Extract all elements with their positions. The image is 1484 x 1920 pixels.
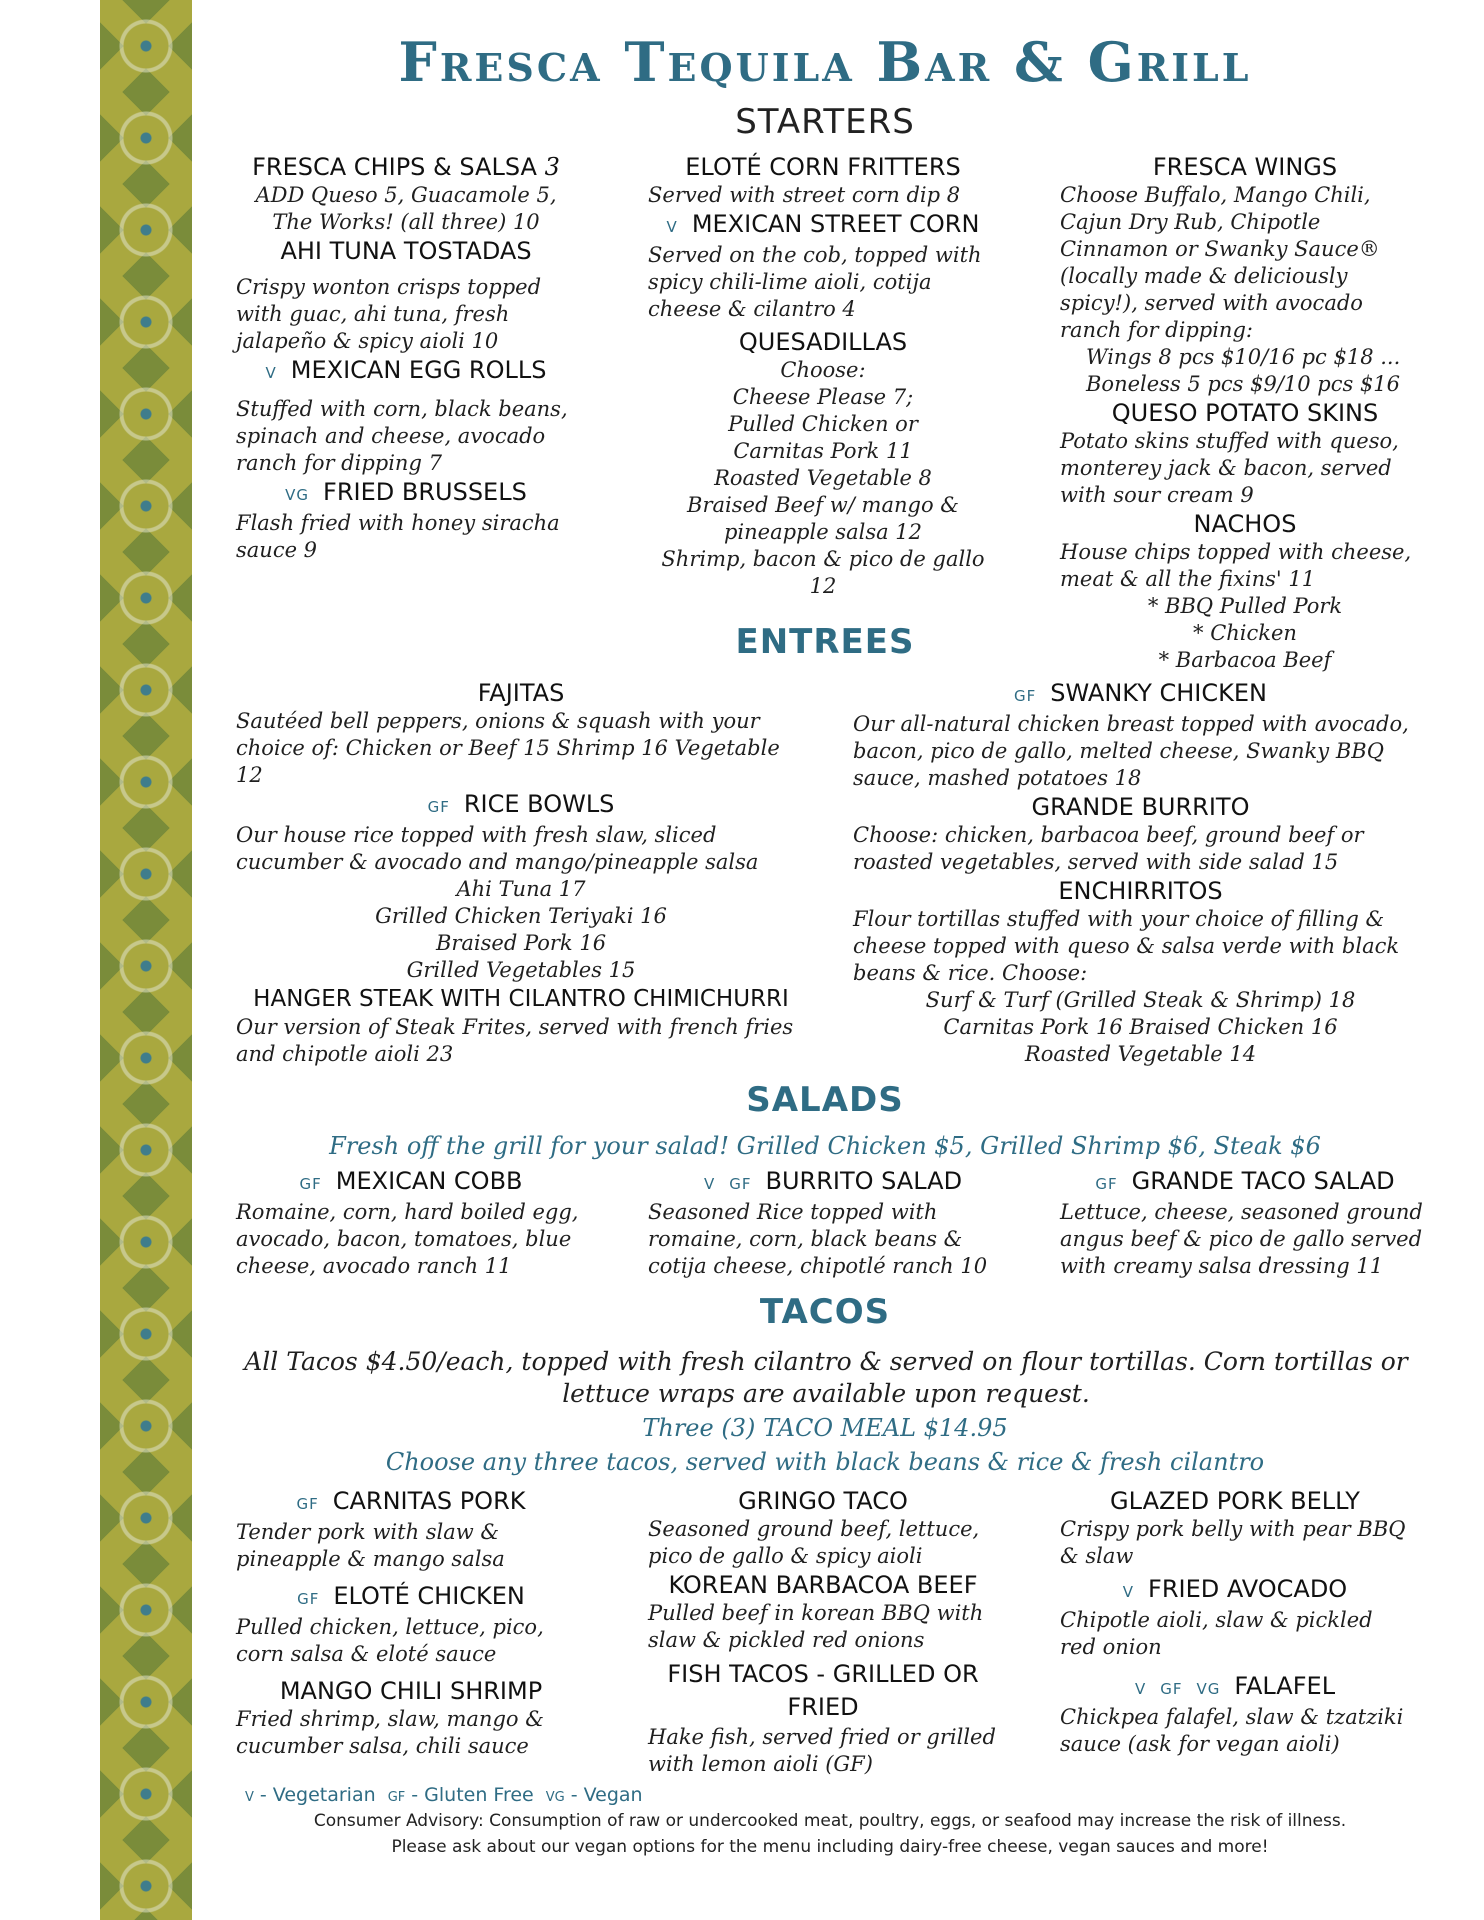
item-carnitas-pork: GF CARNITAS PORK	[296, 1487, 526, 1515]
consumer-advisory	[240, 1808, 1420, 1860]
starters-column-1	[236, 152, 576, 564]
item-swanky-chicken: GF SWANKY CHICKEN	[1014, 679, 1267, 707]
item-desc: Crispy wonton crisps topped with guac, ahi tuna, fresh jalapeño & spicy aioli 10	[236, 275, 542, 353]
enchirritos-option: Roasted Vegetable 14	[1024, 1042, 1257, 1066]
item-ahi-tuna-tostadas: AHI TUNA TOSTADAS	[280, 237, 532, 265]
item-mango-chili-shrimp: MANGO CHILI SHRIMP	[279, 1677, 543, 1705]
quesadilla-option: Shrimp, bacon & pico de gallo 12	[661, 547, 985, 598]
item-desc: Flash fried with honey siracha sauce 9	[236, 511, 560, 562]
vegetarian-tag: V	[703, 1175, 716, 1193]
tacos-column-2	[648, 1486, 998, 1778]
wings-pricing: Boneless 5 pcs $9/10 pcs $16	[1086, 372, 1401, 396]
item-grande-burrito: GRANDE BURRITO	[1031, 793, 1250, 821]
item-mexican-cobb: GF MEXICAN COBB	[299, 1167, 523, 1195]
nachos-option: * Chicken	[1193, 621, 1297, 645]
legend-v-tag: V	[245, 1790, 254, 1805]
item-desc: Our house rice topped with fresh slaw, sliced cucumber & avocado and mango/pineapple salsa	[236, 823, 759, 874]
vegan-tag: VG	[285, 486, 310, 504]
item-fresca-chips	[236, 152, 576, 182]
gluten-free-tag: GF	[296, 1495, 319, 1513]
item-desc: Flour tortillas stuffed with your choice of filling & cheese topped with queso & salsa verde with black beans & rice. Choose:	[853, 907, 1400, 985]
decorative-tile-border	[100, 0, 192, 1920]
quesadilla-option: pineapple salsa 12	[723, 520, 923, 544]
quesadilla-option: Braised Beef w/ mango &	[687, 493, 959, 517]
item-fried-brussels: VG FRIED BRUSSELS	[285, 478, 527, 506]
advisory-line-2: Please ask about our vegan options for the menu including dairy-free cheese, vegan sauces and more!	[391, 1837, 1269, 1857]
rice-bowl-option: Ahi Tuna 17	[456, 877, 586, 901]
taco-meal-desc: Choose any three tacos, served with black beans & rice & fresh cilantro	[385, 1448, 1265, 1476]
enchirritos-option: Surf & Turf (Grilled Steak & Shrimp) 18	[925, 988, 1356, 1012]
item-desc: ADD Queso 5, Guacamole 5,	[255, 183, 557, 207]
legend-gf-tag: GF	[387, 1790, 406, 1805]
legend-vg-tag: VG	[545, 1790, 565, 1805]
item-desc: Choose: chicken, barbacoa beef, ground beef or roasted vegetables, served with side salad 15	[853, 823, 1364, 874]
item-fish-tacos: FISH TACOS - GRILLED OR FRIED	[667, 1660, 979, 1721]
entrees-left-column	[236, 678, 806, 1068]
dietary-legend	[245, 1784, 643, 1806]
item-quesadillas: QUESADILLAS	[738, 328, 908, 356]
restaurant-title: Fresca Tequila Bar & Grill	[398, 30, 1252, 94]
salad-burrito	[648, 1166, 1018, 1280]
item-enchirritos: ENCHIRRITOS	[1058, 877, 1223, 905]
gluten-free-tag: GF	[729, 1175, 752, 1193]
item-fajitas: FAJITAS	[477, 679, 565, 707]
item-desc: Potato skins stuffed with queso, monterey jack & bacon, served with sour cream 9	[1060, 429, 1399, 507]
gluten-free-tag: GF	[1014, 687, 1037, 705]
quesadilla-option: Choose:	[780, 358, 866, 382]
advisory-line-1: Consumer Advisory: Consumption of raw or undercooked meat, poultry, eggs, or seafood may increase the risk of illness.	[313, 1811, 1347, 1831]
taco-meal-offer: Three (3) TACO MEAL $14.95	[642, 1414, 1008, 1442]
item-desc: Pulled chicken, lettuce, pico, corn salsa & eloté sauce	[236, 1615, 544, 1666]
item-desc: Stuffed with corn, black beans, spinach and cheese, avocado ranch for dipping 7	[236, 397, 568, 475]
quesadilla-option: Cheese Please 7;	[732, 385, 914, 409]
item-desc: Seasoned ground beef, lettuce, pico de gallo & spicy aioli	[648, 1517, 980, 1568]
item-desc: Romaine, corn, hard boiled egg, avocado, bacon, tomatoes, blue cheese, avocado ranch 11	[236, 1200, 579, 1278]
legend-v-label: - Vegetarian	[259, 1784, 376, 1806]
item-hanger-steak: HANGER STEAK WITH CILANTRO CHIMICHURRI	[253, 986, 789, 1012]
tacos-column-1	[236, 1486, 586, 1760]
item-desc: Chipotle aioli, slaw & pickled red onion	[1060, 1608, 1373, 1659]
item-gringo-taco: GRINGO TACO	[738, 1487, 908, 1515]
section-salads-heading: SALADS	[746, 1080, 904, 1120]
tacos-intro: All Tacos $4.50/each, topped with fresh cilantro & served on flour tortillas. Corn tortillas or lettuce wraps are available upon request.	[244, 1347, 1408, 1408]
rice-bowl-option: Braised Pork 16	[435, 931, 607, 955]
enchirritos-option: Carnitas Pork 16 Braised Chicken 16	[943, 1015, 1338, 1039]
vegetarian-tag: V	[265, 364, 277, 382]
quesadilla-option: Pulled Chicken or	[728, 412, 918, 436]
item-grande-taco-salad: GF GRANDE TACO SALAD	[1095, 1167, 1395, 1195]
legend-gf-label: - Gluten Free	[411, 1784, 534, 1806]
quesadilla-option: Roasted Vegetable 8	[714, 466, 932, 490]
salad-mexican-cobb	[236, 1166, 586, 1280]
item-desc: Hake fish, served fried or grilled with lemon aioli (GF)	[648, 1725, 996, 1776]
item-burrito-salad: V GF BURRITO SALAD	[703, 1167, 963, 1195]
item-desc: Sautéed bell peppers, onions & squash with your choice of: Chicken or Beef 15 Shrimp 16 Vegetable 12	[236, 709, 780, 787]
item-desc: Seasoned Rice topped with romaine, corn, black beans & cotija cheese, chipotlé ranch 10	[648, 1200, 988, 1278]
item-nachos: NACHOS	[1193, 510, 1297, 538]
gluten-free-tag: GF	[299, 1175, 322, 1193]
item-desc: Served on the cob, topped with spicy chili-lime aioli, cotija cheese & cilantro 4	[648, 243, 982, 321]
item-mexican-egg-rolls: V MEXICAN EGG ROLLS	[265, 356, 547, 384]
item-queso-potato-skins: QUESO POTATO SKINS	[1111, 399, 1379, 427]
item-desc: Fried shrimp, slaw, mango & cucumber salsa, chili sauce	[236, 1707, 544, 1758]
item-desc: The Works! (all three) 10	[272, 210, 540, 234]
vegetarian-tag: V	[1134, 1680, 1147, 1698]
item-glazed-pork-belly: GLAZED PORK BELLY	[1110, 1487, 1360, 1515]
item-desc: Tender pork with slaw & pineapple & mango salsa	[236, 1520, 505, 1571]
item-desc: Our version of Steak Frites, served with french fries and chipotle aioli 23	[236, 1015, 794, 1066]
item-desc: Pulled beef in korean BBQ with slaw & pickled red onions	[648, 1601, 984, 1652]
item-desc: Choose Buffalo, Mango Chili, Cajun Dry Rub, Chipotle Cinnamon or Swanky Sauce® (locally made & deliciously spicy!), served with avocado ranch for dipping:	[1060, 183, 1380, 342]
gluten-free-tag: GF	[297, 1590, 320, 1608]
item-fried-avocado: V FRIED AVOCADO	[1122, 1575, 1348, 1603]
item-desc: Our all-natural chicken breast topped with avocado, bacon, pico de gallo, melted cheese, Swanky BBQ sauce, mashed potatoes 18	[853, 712, 1409, 790]
item-name: FRESCA CHIPS & SALSA	[252, 153, 537, 181]
starters-column-2	[648, 152, 998, 600]
quesadilla-option: Carnitas Pork 11	[733, 439, 913, 463]
wings-pricing: Wings 8 pcs $10/16 pc $18 ...	[1086, 345, 1401, 369]
vegetarian-tag: V	[1122, 1583, 1135, 1601]
item-elote-chicken: GF ELOTÉ CHICKEN	[297, 1582, 525, 1610]
item-desc: Chickpea falafel, slaw & tzatziki sauce (ask for vegan aioli)	[1060, 1705, 1404, 1756]
item-korean-barbacoa-beef: KOREAN BARBACOA BEEF	[668, 1571, 978, 1599]
item-desc: Served with street corn dip 8	[648, 183, 961, 207]
nachos-option: * Barbacoa Beef	[1158, 648, 1332, 672]
legend-vg-label: - Vegan	[570, 1784, 643, 1806]
gluten-free-tag: GF	[427, 798, 450, 816]
section-entrees-heading: ENTREES	[735, 622, 915, 662]
gluten-free-tag: GF	[1160, 1680, 1183, 1698]
tacos-column-3	[1060, 1486, 1410, 1758]
nachos-option: * BBQ Pulled Pork	[1147, 594, 1343, 618]
gluten-free-tag: GF	[1095, 1175, 1118, 1193]
vegetarian-tag: V	[666, 218, 678, 236]
salads-subtitle: Fresh off the grill for your salad! Grilled Chicken $5, Grilled Shrimp $6, Steak $6	[329, 1132, 1321, 1160]
section-tacos-heading: TACOS	[759, 1292, 891, 1332]
salad-grande-taco	[1060, 1166, 1430, 1280]
section-starters-heading: STARTERS	[735, 102, 915, 142]
item-mexican-street-corn: V MEXICAN STREET CORN	[666, 210, 980, 238]
starters-column-3	[1060, 152, 1430, 674]
entrees-right-column	[853, 678, 1428, 1068]
vegan-tag: VG	[1196, 1680, 1221, 1698]
item-elote-corn-fritters: ELOTÉ CORN FRITTERS	[685, 153, 961, 181]
rice-bowl-option: Grilled Chicken Teriyaki 16	[375, 904, 667, 928]
item-desc: House chips topped with cheese, meat & all the fixins' 11	[1060, 540, 1412, 591]
item-desc: Crispy pork belly with pear BBQ & slaw	[1060, 1517, 1406, 1568]
item-rice-bowls: GF RICE BOWLS	[427, 790, 615, 818]
item-falafel: V GF VG FALAFEL	[1134, 1672, 1336, 1700]
rice-bowl-option: Grilled Vegetables 15	[406, 958, 636, 982]
item-fresca-wings: FRESCA WINGS	[1152, 153, 1338, 181]
item-price: 3	[544, 153, 560, 181]
item-desc: Lettuce, cheese, seasoned ground angus beef & pico de gallo served with creamy salsa dressing 11	[1060, 1200, 1423, 1278]
